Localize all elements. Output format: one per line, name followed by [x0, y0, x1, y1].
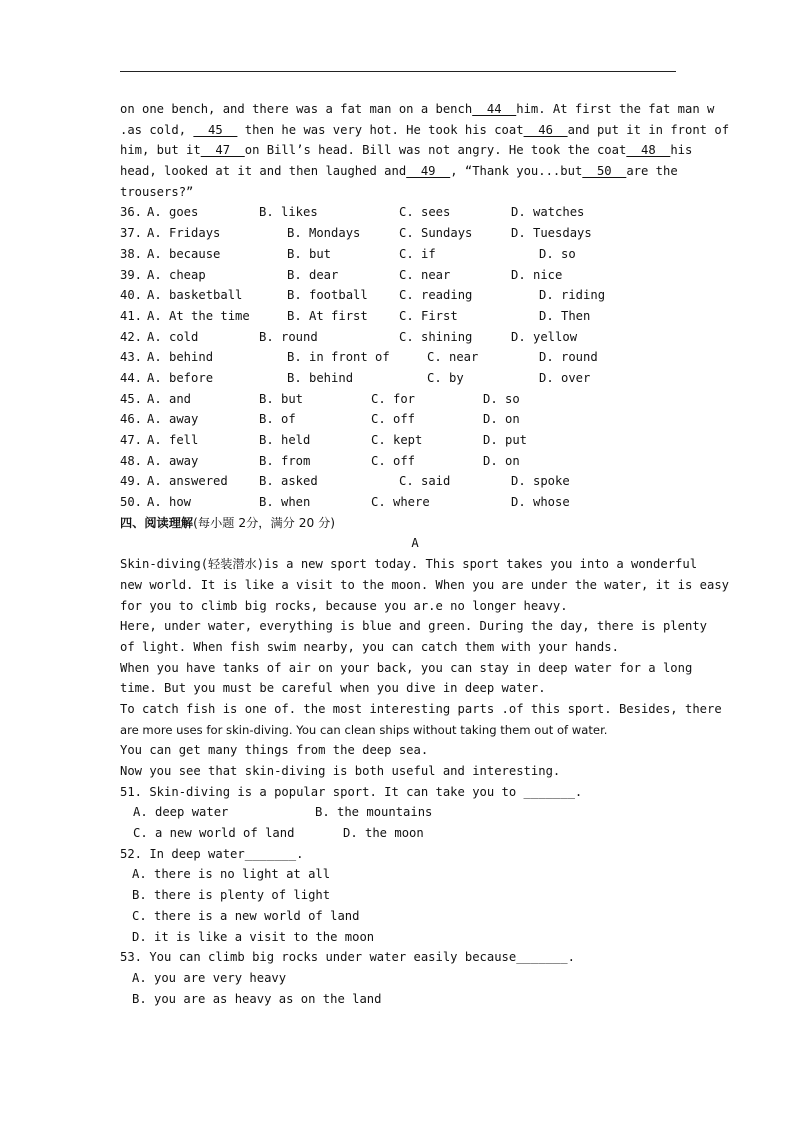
- option-b: B. football: [287, 288, 368, 303]
- passage-line: new world. It is like a visit to the moon. When you are under the water, it is easy: [120, 577, 730, 592]
- question-number: 47.: [120, 433, 143, 447]
- passage-line: time. But you must be careful when you dive in deep water.: [120, 681, 546, 696]
- question-number: 41.: [120, 308, 143, 323]
- option-b: B. of: [259, 412, 296, 427]
- option-b: B. At first: [287, 308, 368, 323]
- option-c: C. off: [371, 453, 416, 468]
- cloze-question-42: [120, 327, 710, 348]
- section-heading: [120, 513, 710, 534]
- option-d: D. whose: [511, 495, 570, 510]
- option-d: D. on: [483, 453, 520, 468]
- question-number: 37.: [120, 226, 143, 241]
- option-d: D. watches: [511, 205, 585, 220]
- cloze-question-40: [120, 285, 710, 306]
- passage-line: To catch fish is one of. the most interesting parts .of this sport. Besides, there: [120, 701, 722, 716]
- cloze-text: are the: [626, 164, 678, 179]
- question-number: 38.: [120, 246, 143, 261]
- header-rule: [120, 71, 676, 72]
- cloze-text: , “Thank you...but: [450, 164, 583, 179]
- section-title: 四、阅读理解: [120, 515, 194, 530]
- passage-line: Skin-diving(轻装潜水)is a new sport today. This sport takes you into a wonderful: [120, 557, 698, 572]
- question-51-stem: 51. Skin-diving is a popular sport. It can take you to _______.: [120, 784, 583, 799]
- option-b: B. likes: [259, 205, 318, 220]
- cloze-line-2: [120, 120, 730, 141]
- cloze-line-1: [120, 99, 715, 120]
- option-c: C. said: [399, 474, 451, 489]
- cloze-line-3: [120, 140, 710, 161]
- page-content: [120, 99, 730, 1009]
- question-number: 49.: [120, 474, 143, 489]
- question-number: 40.: [120, 288, 143, 303]
- option-d: D. round: [539, 350, 598, 365]
- option-a: A. away: [147, 453, 199, 468]
- option-c: C. if: [399, 246, 436, 261]
- cloze-line-4: [120, 161, 710, 182]
- cloze-question-46: [120, 409, 710, 430]
- question-52-stem: 52. In deep water_______.: [120, 846, 304, 861]
- question-number: 44.: [120, 370, 143, 385]
- option-a: A. basketball: [147, 288, 243, 303]
- option-a: A. how: [147, 495, 192, 510]
- option-d: D. put: [483, 433, 528, 447]
- option-d: D. Then: [539, 308, 591, 323]
- option-c: C. by: [427, 370, 464, 385]
- option-c: C. near: [399, 267, 451, 282]
- option-d: D. yellow: [511, 329, 578, 344]
- cloze-line-5: trousers?”: [120, 184, 194, 199]
- passage-line: You can get many things from the deep sea.: [120, 743, 429, 758]
- question-number: 43.: [120, 350, 143, 365]
- question-51-options-row-2: [120, 823, 710, 844]
- option-c: C. sees: [399, 205, 451, 220]
- option-a: A. goes: [147, 205, 199, 220]
- passage-line: of light. When fish swim nearby, you can catch them with your hands.: [120, 639, 619, 654]
- cloze-text: and put it in front of: [567, 122, 730, 137]
- cloze-text: then he was very hot. He took his coat: [237, 122, 524, 137]
- option-a: A. because: [147, 246, 221, 261]
- option-d: D. it is like a visit to the moon: [132, 929, 375, 944]
- option-d: D. so: [483, 391, 520, 406]
- question-number: 48.: [120, 453, 143, 468]
- option-c: C. First: [399, 308, 458, 323]
- passage-line: Here, under water, everything is blue and green. During the day, there is plenty: [120, 619, 707, 634]
- cloze-question-48: [120, 451, 710, 472]
- option-b: B. but: [287, 246, 332, 261]
- option-b: B. round: [259, 329, 318, 344]
- question-53-stem: 53. You can climb big rocks under water easily because_______.: [120, 950, 575, 965]
- option-d: D. the moon: [343, 826, 424, 841]
- option-c: C. off: [371, 412, 416, 427]
- option-a: A. answered: [147, 474, 228, 489]
- option-a: A. fell: [147, 433, 199, 447]
- blank-45: 45: [193, 122, 238, 137]
- cloze-question-36: [120, 202, 710, 223]
- cloze-question-50: [120, 492, 710, 513]
- blank-50: 50: [582, 164, 627, 179]
- passage-line: Now you see that skin-diving is both useful and interesting.: [120, 764, 561, 778]
- option-c: C. shining: [399, 329, 473, 344]
- option-d: D. spoke: [511, 474, 570, 489]
- option-c: C. kept: [371, 433, 423, 447]
- option-d: D. nice: [511, 267, 563, 282]
- cloze-text: his: [670, 143, 693, 158]
- option-d: D. Tuesdays: [511, 226, 592, 241]
- option-a: A. cheap: [147, 267, 206, 282]
- option-d: D. over: [539, 370, 591, 385]
- cloze-question-49: [120, 471, 710, 492]
- option-a: A. deep water: [133, 805, 229, 820]
- cloze-text: him, but it: [120, 143, 201, 158]
- option-a: A. away: [147, 412, 199, 427]
- option-b: B. dear: [287, 267, 339, 282]
- option-d: D. so: [539, 246, 576, 261]
- option-a: A. cold: [147, 329, 199, 344]
- question-number: 36.: [120, 205, 143, 220]
- option-b: B. you are as heavy as on the land: [132, 991, 382, 1006]
- cloze-text: head, looked at it and then laughed and: [120, 164, 407, 179]
- cloze-question-41: [120, 306, 710, 327]
- question-51-options-row-1: [120, 802, 710, 823]
- question-number: 46.: [120, 412, 143, 427]
- option-a: A. there is no light at all: [132, 867, 331, 882]
- option-c: C. reading: [399, 288, 473, 303]
- option-b: B. when: [259, 495, 311, 510]
- cloze-question-37: [120, 223, 710, 244]
- blank-47: 47: [200, 143, 245, 158]
- passage-line: When you have tanks of air on your back, you can stay in deep water for a long: [120, 660, 693, 675]
- blank-49: 49: [406, 164, 451, 179]
- cloze-text: on one bench, and there was a fat man on a bench: [120, 102, 473, 116]
- option-c: C. near: [427, 350, 479, 365]
- option-b: B. held: [259, 433, 311, 447]
- cloze-question-39: [120, 265, 710, 286]
- option-b: B. Mondays: [287, 226, 361, 241]
- option-a: A. behind: [147, 350, 214, 365]
- option-b: B. asked: [259, 474, 318, 489]
- option-a: A. before: [147, 370, 214, 385]
- question-number: 42.: [120, 329, 143, 344]
- cloze-question-44: [120, 368, 710, 389]
- option-a: A. At the time: [147, 308, 250, 323]
- passage-line: are more uses for skin-diving. You can clean ships without taking them out of water.: [120, 722, 608, 737]
- option-d: D. on: [483, 412, 520, 427]
- passage-line: for you to climb big rocks, because you ar.e no longer heavy.: [120, 598, 568, 613]
- cloze-question-45: [120, 389, 710, 410]
- cloze-question-43: [120, 347, 710, 368]
- option-a: A. you are very heavy: [132, 970, 287, 985]
- cloze-text: .as cold,: [120, 122, 194, 137]
- blank-44: 44: [472, 102, 517, 116]
- question-number: 39.: [120, 267, 143, 282]
- option-c: C. a new world of land: [133, 826, 295, 841]
- option-d: D. riding: [539, 288, 606, 303]
- cloze-text: on Bill’s head. Bill was not angry. He took the coat: [244, 143, 627, 158]
- blank-46: 46: [523, 122, 568, 137]
- option-b: B. in front of: [287, 350, 390, 365]
- question-number: 50.: [120, 495, 143, 510]
- option-b: B. from: [259, 453, 311, 468]
- section-score: (每小题 2分，满分 20 分): [193, 515, 336, 530]
- cloze-question-38: [120, 244, 710, 265]
- option-c: C. where: [371, 495, 430, 510]
- blank-48: 48: [626, 143, 671, 158]
- option-b: B. there is plenty of light: [132, 888, 331, 903]
- option-c: C. Sundays: [399, 226, 473, 241]
- option-a: A. and: [147, 391, 192, 406]
- option-a: A. Fridays: [147, 226, 221, 241]
- option-b: B. behind: [287, 370, 354, 385]
- option-c: C. for: [371, 391, 416, 406]
- option-b: B. the mountains: [315, 805, 433, 820]
- cloze-text: him. At first the fat man w: [516, 102, 715, 116]
- option-b: B. but: [259, 391, 304, 406]
- option-c: C. there is a new world of land: [132, 908, 360, 923]
- cloze-question-47: [120, 430, 710, 451]
- question-number: 45.: [120, 391, 143, 406]
- passage-label: A: [411, 536, 419, 551]
